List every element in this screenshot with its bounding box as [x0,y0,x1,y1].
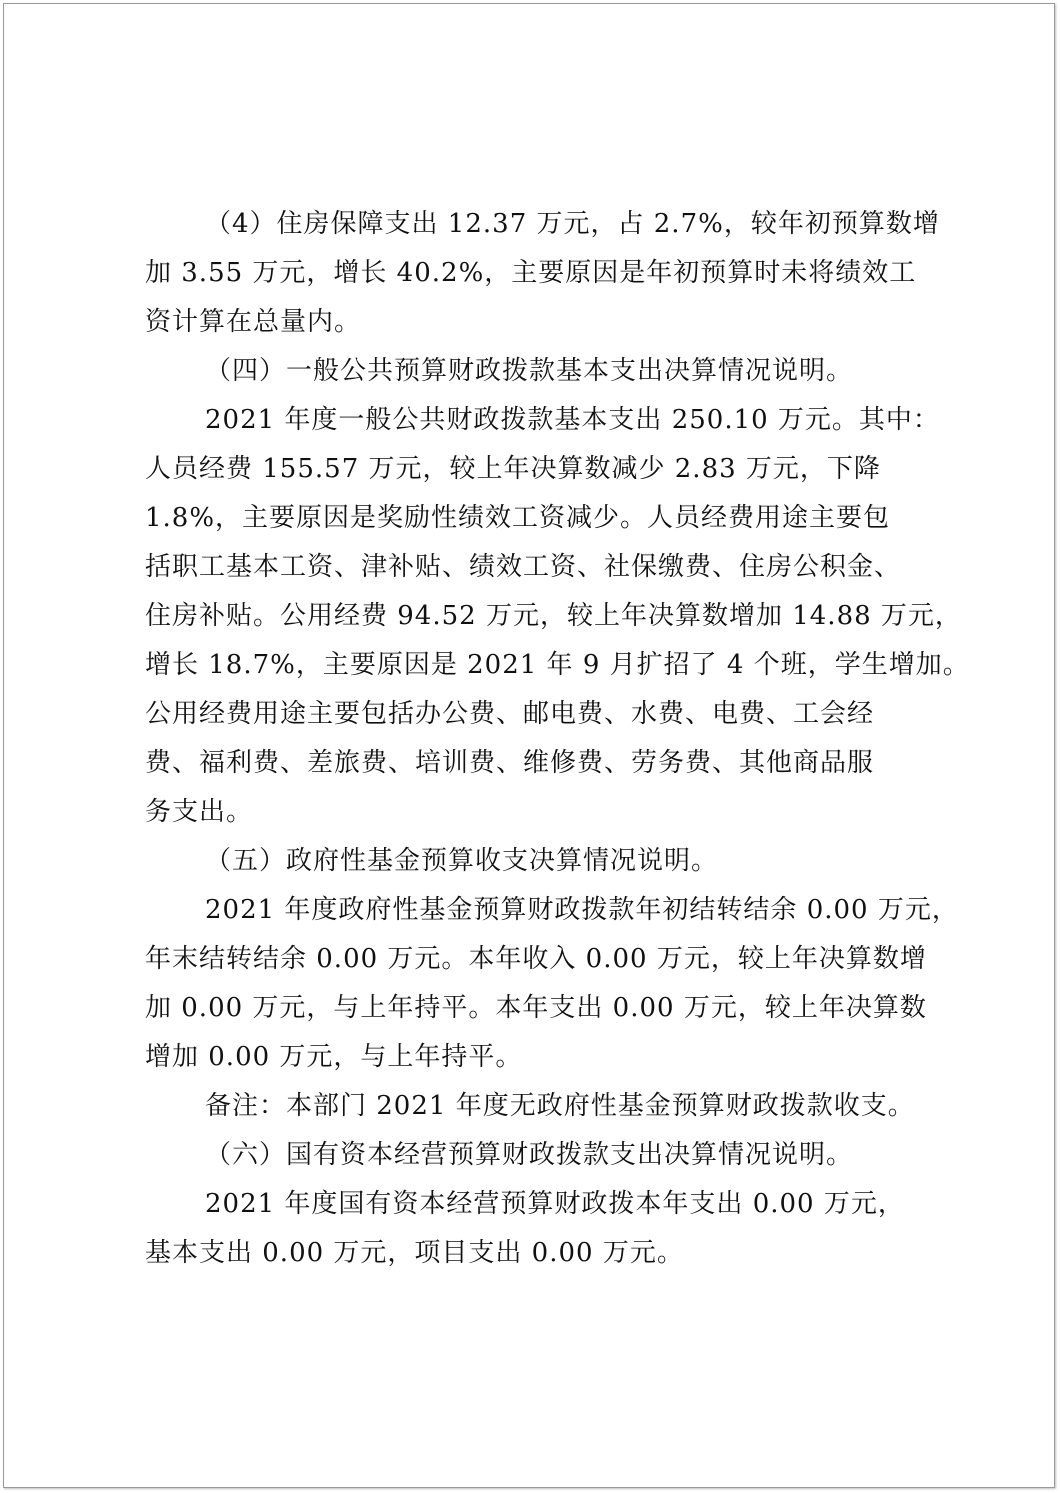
paragraph-line: 资计算在总量内。 [145,307,362,337]
paragraph-line: 人员经费 155.57 万元，较上年决算数减少 2.83 万元，下降 [145,454,881,484]
body-text [145,200,970,1278]
section-heading: （六）国有资本经营预算财政拨款支出决算情况说明。 [205,1140,854,1170]
paragraph-line: 增加 0.00 万元，与上年持平。 [145,1042,523,1072]
note-line: 备注：本部门 2021 年度无政府性基金预算财政拨款收支。 [205,1091,915,1121]
paragraph-line: 增长 18.7%，主要原因是 2021 年 9 月扩招了 4 个班，学生增加。 [145,650,970,680]
paragraph-line: 括职工基本工资、津补贴、绩效工资、社保缴费、住房公积金、 [145,552,902,582]
section-heading: （四）一般公共预算财政拨款基本支出决算情况说明。 [205,356,854,386]
paragraph-line: 务支出。 [145,797,254,827]
paragraph-line: 年末结转结余 0.00 万元。本年收入 0.00 万元，较上年决算数增 [145,944,927,974]
paragraph-line: 2021 年度政府性基金预算财政拨款年初结转结余 0.00 万元， [205,895,959,925]
paragraph-line: 基本支出 0.00 万元，项目支出 0.00 万元。 [145,1238,684,1268]
paragraph-line: 费、福利费、差旅费、培训费、维修费、劳务费、其他商品服 [145,748,875,778]
paragraph-line: 2021 年度一般公共财政拨款基本支出 250.10 万元。其中： [205,405,940,435]
paragraph-line: 加 0.00 万元，与上年持平。本年支出 0.00 万元，较上年决算数 [145,993,927,1023]
paragraph-line: 1.8%，主要原因是奖励性绩效工资减少。人员经费用途主要包 [145,503,891,533]
paragraph-line: 住房补贴。公用经费 94.52 万元，较上年决算数增加 14.88 万元， [145,601,962,631]
paragraph-line: 2021 年度国有资本经营预算财政拨本年支出 0.00 万元， [205,1189,905,1219]
paragraph-line: （4）住房保障支出 12.37 万元，占 2.7%，较年初预算数增 [205,209,940,239]
document-page [3,3,1055,1488]
paragraph-line: 加 3.55 万元，增长 40.2%，主要原因是年初预算时未将绩效工 [145,258,917,288]
section-heading: （五）政府性基金预算收支决算情况说明。 [205,846,719,876]
paragraph-line: 公用经费用途主要包括办公费、邮电费、水费、电费、工会经 [145,699,875,729]
